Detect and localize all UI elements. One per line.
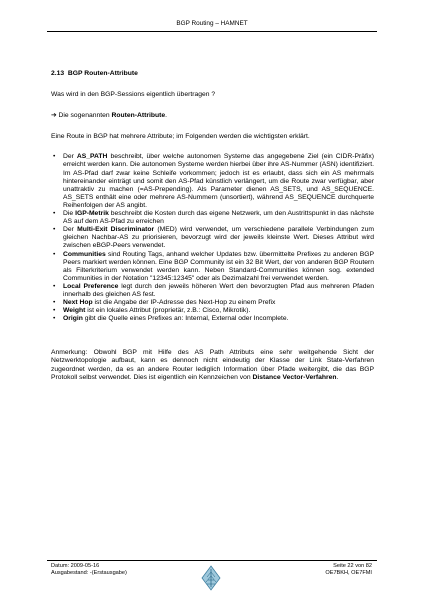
bullet-icon: • (53, 210, 56, 218)
section-heading (51, 70, 374, 78)
running-header-title: BGP Routing – HAMNET (176, 20, 248, 27)
attribute-text: gibt die Quelle eines Prefixes an: Internal, External oder Incomplete. (82, 315, 289, 323)
header-rule (47, 31, 377, 32)
attribute-item-origin (53, 315, 374, 323)
note-end: . (336, 373, 339, 381)
answer-suffix: . (165, 112, 167, 120)
attribute-name: Communities (63, 250, 106, 258)
attribute-name: Origin (63, 315, 83, 323)
attribute-item-as-path (53, 153, 374, 210)
footer-left (51, 563, 127, 576)
attribute-text: beschreibt, über welche autonomen Systeme das angegebene Ziel (ein CIDR-Präfix) erreicht werden kann. Die autonomen Systeme werden hierbei über ihre AS-Nummer (ASN) identifiziert. Im AS-Pfad darf zwar keine Schleife vorkommen; jedoch ist es erlaubt, dass sich ein AS mehrmals hintereinander einträgt und somit den AS-Pfad künstlich verlängert, um die Route zwar verfügbar, aber unattraktiv zu machen (=AS-Prepending). Als Parameter dienen AS_SETS, und AS_SEQUENCE. AS_SETS enthält eine oder mehrere AS-Nummern (unsortiert), während AS_SEQUENCE durchquerte Reihenfolgen der AS angibt. (63, 153, 374, 209)
attribute-pre: Der (63, 226, 78, 234)
note-paragraph (51, 349, 374, 381)
intro-question: Was wird in den BGP-Sessions eigentlich übertragen ? (51, 91, 216, 99)
attribute-name: IGP-Metrik (75, 210, 109, 218)
attribute-text: ist ein lokales Attribut (proprietär, z.B.: Cisco, Mikrotik). (85, 307, 251, 315)
section-title: BGP Routen-Attribute (67, 70, 138, 77)
attribute-pre: Der (63, 153, 77, 161)
section-number: 2.13 (51, 70, 65, 77)
attribute-name: Next Hop (63, 299, 93, 307)
attribute-pre: Die (63, 210, 76, 218)
bullet-icon: • (53, 299, 56, 307)
attribute-name: AS_PATH (76, 153, 108, 161)
note-text: Anmerkung: Obwohl BGP mit Hilfe des AS Path Attributs eine sehr weitgehende Sicht der Netzwerktopologie aufbaut, kann es dennoch nicht eindeutig der Klasse der Link State-Verfahren zugeordnet werden, da es an andere Router lediglich Information über Pfade weitergibt, die das BGP Protokoll selbst verwendet. Dies ist eigentlich ein Kennzeichen von (51, 349, 374, 381)
attribute-item-igp-metrik (53, 210, 374, 226)
attribute-list (51, 153, 374, 323)
footer-date: Datum: 2009-05-16 (51, 563, 100, 569)
answer-line (51, 112, 374, 120)
attribute-text: sind Routing Tags, anhand welcher Updates bzw. übermittelte Prefixes zu anderen BGP Peers markiert werden können. Eine BGP Community ist ein 32 Bit Wert, der von anderen BGP Routern als Filterkriterium verwendet werden kann. Neben Standard-Communities können sog. extended Communities in der Notation "12345:12345" oder als Dezimalzahl frei verwendet werden. (63, 250, 374, 282)
attribute-item-weight (53, 307, 374, 315)
page-content (51, 70, 374, 382)
attribute-item-next-hop (53, 299, 374, 307)
amateur-radio-diamond-logo-icon (201, 565, 221, 591)
lead-paragraph: Eine Route in BGP hat mehrere Attribute; im Folgenden werden die wichtigsten erklärt. (51, 133, 310, 141)
attribute-name: Multi-Exit Discriminator (77, 226, 155, 234)
attribute-name: Local Preference (63, 282, 119, 290)
attribute-item-local-preference (53, 282, 374, 299)
bullet-icon: • (53, 282, 56, 290)
bullet-icon: • (53, 226, 56, 234)
attribute-item-med (53, 226, 374, 250)
bullet-icon: • (53, 315, 56, 323)
answer-prefix: Die sogenannten (58, 112, 112, 120)
answer-emphasis: Routen-Attribute (111, 112, 166, 120)
attribute-name: Weight (63, 307, 86, 315)
bullet-icon: • (53, 250, 56, 258)
attribute-text: (MED) wird verwendet, um verschiedene parallele Verbindungen zum gleichen Nachbar-AS zu priorisieren, bevorzugt wird der jeweils kleinste Wert. Dieses Attribut wird zwischen eBGP-Peers verwendet. (63, 226, 374, 250)
footer-right (325, 563, 372, 576)
bullet-icon: • (53, 153, 56, 161)
footer-edition: Ausgabestand: -(Erstausgabe) (51, 569, 127, 576)
footer-page-number: Seite 22 von 82 (333, 563, 372, 569)
footer-authors: OE7BKH, OE7FMI (325, 569, 372, 576)
bullet-icon: • (53, 307, 56, 315)
attribute-text: legt durch den jeweils höheren Wert den bevorzugten Pfad aus mehreren Pfaden innerhalb des gleichen AS fest. (63, 282, 374, 298)
attribute-text: beschreibt die Kosten durch das eigene Netzwerk, um den Austrittspunkt in das nächste AS auf dem AS-Pfad zu erreichen (63, 210, 374, 226)
attribute-text: ist die Angabe der IP-Adresse des Next-Hop zu einem Prefix (92, 299, 276, 307)
footer-rule (47, 560, 377, 561)
attribute-item-communities (53, 250, 374, 283)
arrow-icon: ➔ (51, 112, 57, 120)
note-emphasis: Distance Vector-Verfahren (252, 373, 337, 381)
